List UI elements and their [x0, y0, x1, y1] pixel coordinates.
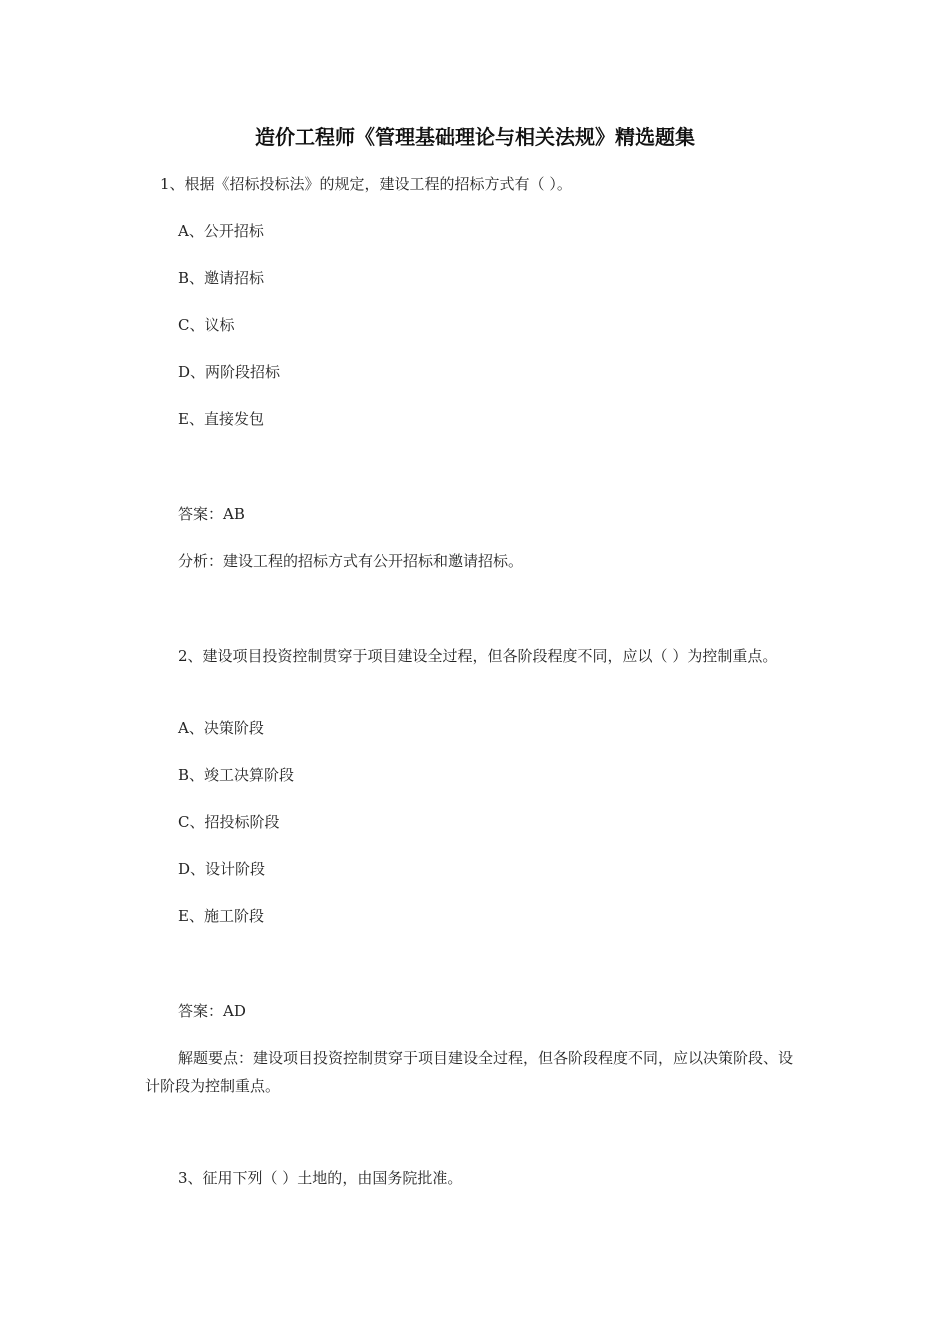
question-2-answer: 答案：AD [178, 1002, 246, 1020]
question-1-option-a: A、公开招标 [178, 222, 264, 240]
question-2-analysis: 解题要点：建设项目投资控制贯穿于项目建设全过程，但各阶段程度不同，应以决策阶段、设计阶段为控制重点。 [145, 1049, 794, 1095]
question-2-option-a: A、决策阶段 [178, 719, 264, 737]
question-2-option-d: D、设计阶段 [178, 860, 266, 878]
question-2-option-e: E、施工阶段 [178, 907, 264, 925]
question-1-option-c: C、议标 [178, 316, 235, 334]
question-1-option-d: D、两阶段招标 [178, 363, 281, 381]
question-1-answer: 答案：AB [178, 505, 245, 523]
question-2-option-b: B、竣工决算阶段 [178, 766, 295, 784]
question-2-stem: 2、建设项目投资控制贯穿于项目建设全过程，但各阶段程度不同，应以（ ）为控制重点。 [178, 647, 778, 665]
question-2-option-c: C、招投标阶段 [178, 813, 280, 831]
question-1-analysis: 分析：建设工程的招标方式有公开招标和邀请招标。 [178, 552, 524, 570]
question-1-stem: 1、根据《招标投标法》的规定，建设工程的招标方式有（ ）。 [160, 175, 572, 193]
question-3-stem: 3、征用下列（ ）土地的，由国务院批准。 [178, 1169, 463, 1187]
document-title: 造价工程师《管理基础理论与相关法规》精选题集 [255, 125, 695, 149]
question-1-option-e: E、直接发包 [178, 410, 264, 428]
question-1-option-b: B、邀请招标 [178, 269, 265, 287]
